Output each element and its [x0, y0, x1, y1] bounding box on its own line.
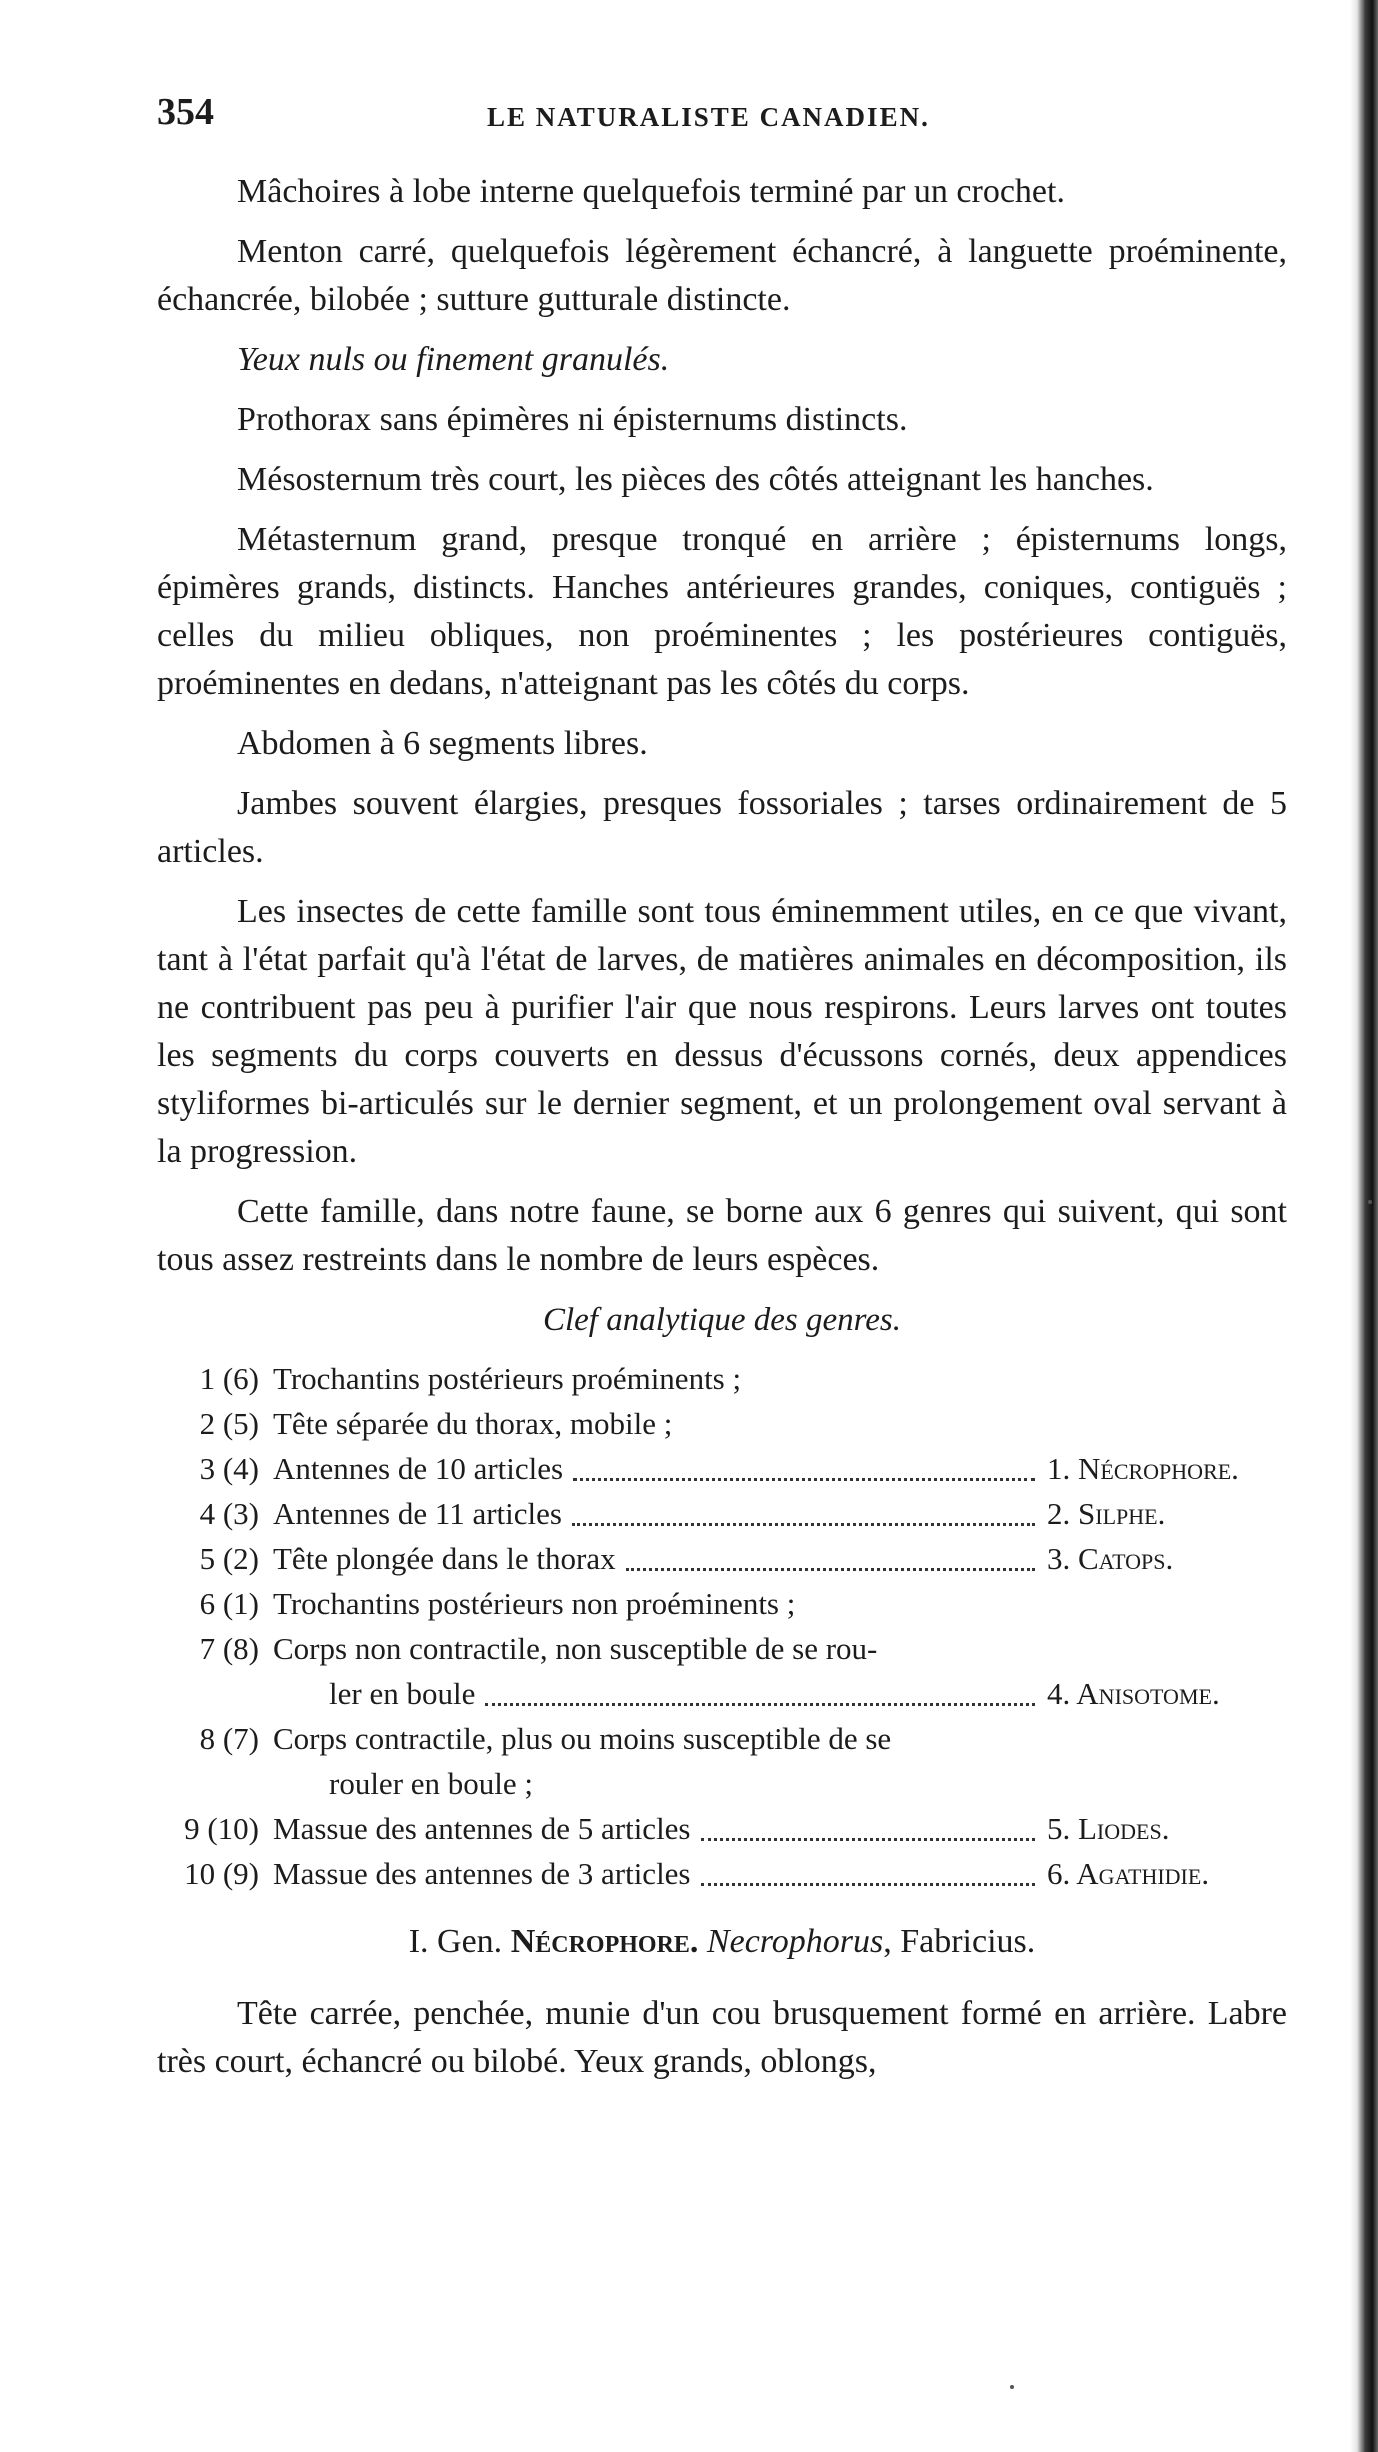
print-speck [1368, 1200, 1372, 1204]
genus-heading-prefix: I. Gen. [408, 1923, 503, 1960]
key-row [157, 1446, 1287, 1491]
key-number: 10 (9) [184, 1856, 259, 1891]
key-row [157, 1491, 1287, 1536]
dot-leader [701, 1883, 1035, 1886]
key-number: 6 (1) [199, 1586, 259, 1621]
key-title: Clef analytique des genres. [542, 1302, 902, 1338]
dot-leader [572, 1523, 1035, 1526]
key-number: 5 (2) [199, 1541, 259, 1576]
genus-heading [157, 1918, 1287, 1966]
key-row [157, 1716, 1287, 1761]
key-genus: 1. Nécrophore. [1047, 1451, 1239, 1486]
paragraph: Prothorax sans épimères ni épisternums distincts. [237, 401, 908, 438]
key-text: Trochantins postérieurs non proéminents ; [273, 1586, 796, 1621]
key-text: Tête séparée du thorax, mobile ; [273, 1406, 673, 1441]
running-title: LE NATURALISTE CANADIEN. [487, 102, 930, 132]
key-text: rouler en boule ; [329, 1766, 534, 1801]
genus-heading-name: Nécrophore. [510, 1923, 699, 1960]
dot-leader [626, 1568, 1035, 1571]
paragraph: Abdomen à 6 segments libres. [237, 725, 648, 762]
key-number: 7 (8) [199, 1631, 259, 1666]
key-text: Massue des antennes de 5 articles [273, 1811, 691, 1846]
paragraph: Les insectes de cette famille sont tous éminemment utiles, en ce que vivant, tant à l'état parfait qu'à l'état de larves, de matières animales en décomposition, ils ne contribuent pas peu à purifier l'air que nous respirons. Leurs larves ont toutes les segments du corps couverts en dessus d'écussons cornés, deux appendices styliformes bi-articulés sur le dernier segment, et un prolongement oval servant à la progression. [157, 893, 1287, 1170]
key-number: 2 (5) [199, 1406, 259, 1441]
key-number: 1 (6) [199, 1361, 259, 1396]
dot-leader [573, 1478, 1035, 1481]
genus-heading-author: , Fabricius. [883, 1923, 1036, 1960]
paragraph: Jambes souvent élargies, presques fossoriales ; tarses ordinairement de 5 articles. [157, 785, 1287, 870]
dot-leader [485, 1703, 1035, 1706]
page-header [157, 90, 1287, 140]
key-genus: 3. Catops. [1047, 1541, 1174, 1576]
analytic-key [157, 1356, 1287, 1896]
key-text: Antennes de 11 articles [273, 1496, 562, 1531]
key-genus: 2. Silphe. [1047, 1496, 1166, 1531]
key-row [157, 1356, 1287, 1401]
key-text: Massue des antennes de 3 articles [273, 1856, 691, 1891]
key-row [157, 1401, 1287, 1446]
paragraph: Mésosternum très court, les pièces des côtés atteignant les hanches. [237, 461, 1154, 498]
key-row [157, 1806, 1287, 1851]
key-row [157, 1626, 1287, 1671]
key-text: Trochantins postérieurs proéminents ; [273, 1361, 742, 1396]
key-row [157, 1536, 1287, 1581]
key-row-continuation [157, 1761, 1287, 1806]
page-edge-shadow [1350, 0, 1378, 2452]
print-speck [1010, 2385, 1014, 2389]
body-text [157, 168, 1287, 2098]
key-number: 9 (10) [184, 1811, 259, 1846]
dot-leader [701, 1838, 1035, 1841]
paragraph-italic: Yeux nuls ou finement granulés. [237, 341, 670, 378]
key-text: ler en boule [329, 1676, 476, 1711]
key-genus: 4. Anisotome. [1047, 1676, 1220, 1711]
paragraph: Menton carré, quelquefois légèrement échancré, à languette proéminente, échancrée, bilobée ; sutture gutturale distincte. [157, 233, 1287, 318]
genus-heading-latin: Necrophorus [706, 1923, 884, 1960]
page-number: 354 [157, 91, 214, 133]
key-row [157, 1581, 1287, 1626]
key-number: 4 (3) [199, 1496, 259, 1531]
paragraph: Métasternum grand, presque tronqué en arrière ; épisternums longs, épimères grands, distincts. Hanches antérieures grandes, coniques, contiguës ; celles du milieu obliques, non proéminentes ; les postérieures contiguës, proéminentes en dedans, n'atteignant pas les côtés du corps. [157, 521, 1287, 702]
key-text: Corps non contractile, non susceptible de se rou- [273, 1631, 878, 1666]
key-genus: 5. Liodes. [1047, 1811, 1170, 1846]
key-text: Antennes de 10 articles [273, 1451, 564, 1486]
paragraph: Tête carrée, penchée, munie d'un cou brusquement formé en arrière. Labre très court, échancré ou bilobé. Yeux grands, oblongs, [157, 1995, 1287, 2080]
key-text: Tête plongée dans le thorax [273, 1541, 616, 1576]
key-row [157, 1851, 1287, 1896]
key-row-continuation [157, 1671, 1287, 1716]
key-text: Corps contractile, plus ou moins susceptible de se [273, 1721, 892, 1756]
paragraph: Mâchoires à lobe interne quelquefois terminé par un crochet. [237, 173, 1065, 210]
key-number: 8 (7) [199, 1721, 259, 1756]
paragraph: Cette famille, dans notre faune, se borne aux 6 genres qui suivent, qui sont tous assez restreints dans le nombre de leurs espèces. [157, 1193, 1287, 1278]
key-genus: 6. Agathidie. [1047, 1856, 1210, 1891]
key-number: 3 (4) [199, 1451, 259, 1486]
